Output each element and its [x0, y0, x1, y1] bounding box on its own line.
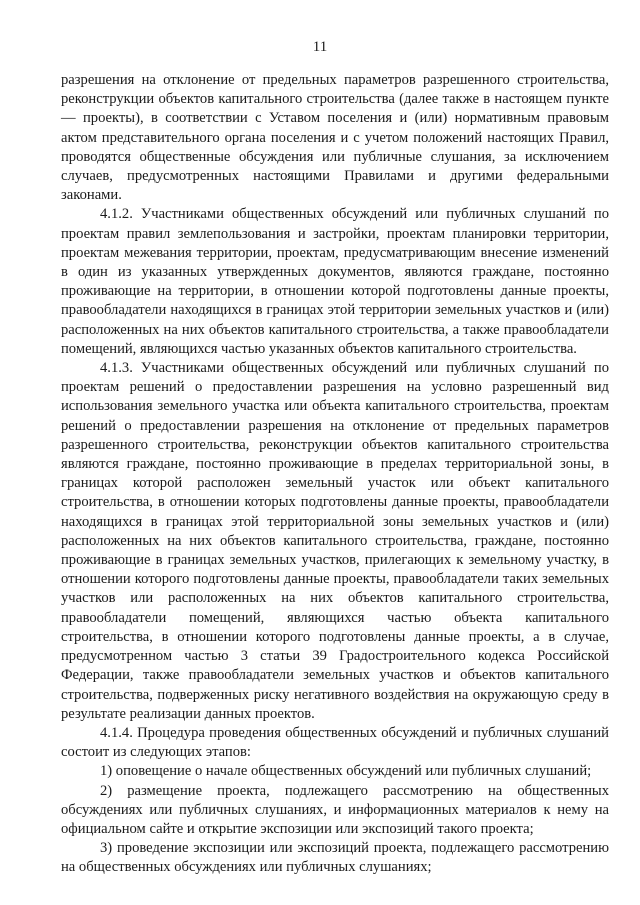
paragraph-4-1-3: 4.1.3. Участниками общественных обсуждений или публичных слушаний по проектам решений о предоставлении разрешения на условно разрешенный вид использования земельного участка или объекта капитального строительства, проектам решений о предоставлении разрешения на отклонение от предельных параметров разрешенного строительства, реконструкции объектов капитального строительства являются граждане, постоянно проживающие в пределах территориальной зоны, в границах которой расположен земельный участок или объект капитального строительства, в отношении которых подготовлены данные проекты, правообладатели находящихся в границах этой территориальной зоны земельных участков и (или) расположенных на них объектов капитального строительства, граждане, постоянно проживающие в границах земельных участков, прилегающих к земельному участку, в отношении которого подготовлены данные проекты, правообладатели таких земельных участков или расположенных на них объектов капитального строительства, правообладатели помещений, являющихся частью объекта капитального строительства, в отношении которого подготовлены данные проекты, а в случае, предусмотренном частью 3 статьи 39 Градостроительного кодекса Российской Федерации, также правообладатели земельных участков и объектов капитального строительства, подверженных риску негативного воздействия на окружающую среду в результате реализации данных проектов. [61, 360, 609, 722]
paragraph-4-1-2: 4.1.2. Участниками общественных обсуждений или публичных слушаний по проектам правил землепользования и застройки, проектам планировки территории, проектам межевания территории, проектам, предусматривающим внесение изменений в один из указанных утвержденных документов, являются граждане, постоянно проживающие на территории, в отношении которой подготовлены данные проекты, правообладатели находящихся в границах этой территории земельных участков и (или) расположенных на них объектов капитального строительства, а также правообладатели помещений, являющихся частью указанных объектов капитального строительства. [61, 206, 609, 357]
paragraph-4-1-4: 4.1.4. Процедура проведения общественных обсуждений и публичных слушаний состоит из следующих этапов: [61, 724, 609, 761]
list-item-2: 2) размещение проекта, подлежащего рассмотрению на общественных обсуждениях или публичных слушаниях, и информационных материалов к нему на официальном сайте и открытие экспозиции или экспозиций такого проекта; [61, 782, 609, 837]
page-number: 11 [312, 39, 328, 55]
list-item-1: 1) оповещение о начале общественных обсуждений или публичных слушаний; [100, 763, 592, 780]
document-body [61, 71, 609, 878]
paragraph-continuation: разрешения на отклонение от предельных параметров разрешенного строительства, реконструкции объектов капитального строительства (далее также в настоящем пункте — проекты), в соответствии с Уставом поселения и (или) нормативным правовым актом представительного органа поселения и с учетом положений настоящих Правил, проводятся общественные обсуждения или публичные слушания, за исключением случаев, предусмотренных настоящими Правилами и другими федеральными законами. [61, 72, 609, 204]
list-item-3: 3) проведение экспозиции или экспозиций проекта, подлежащего рассмотрению на общественных обсуждениях или публичных слушаниях; [61, 840, 609, 876]
